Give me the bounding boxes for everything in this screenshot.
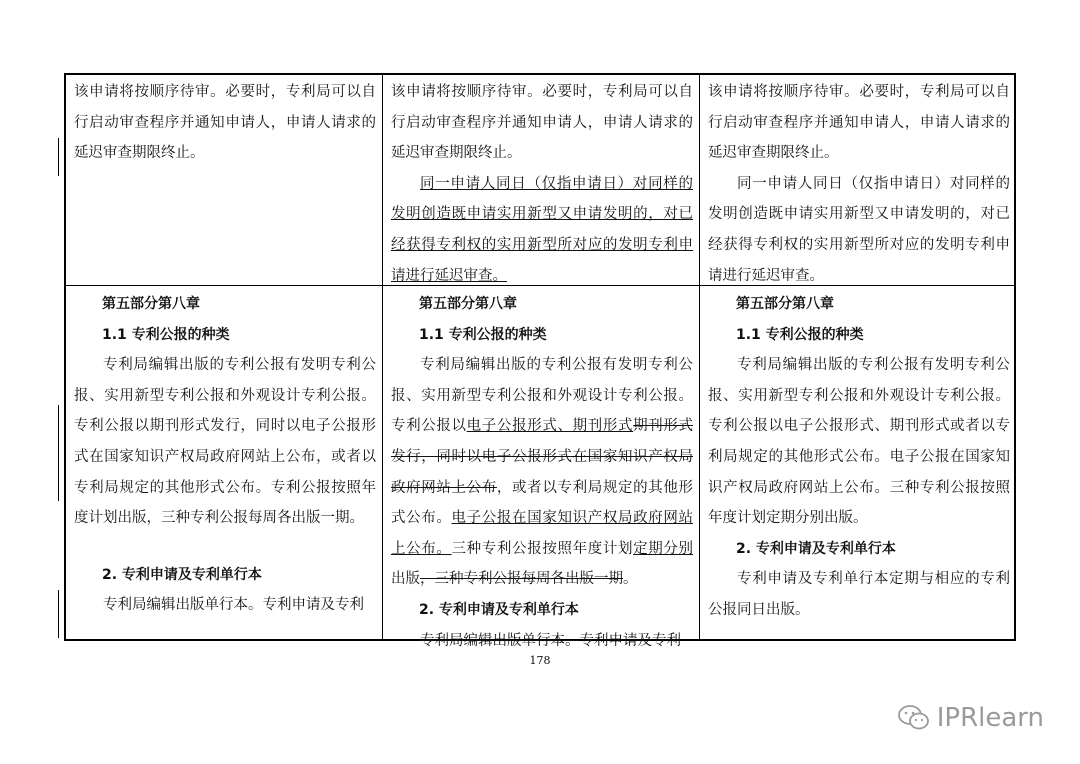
- inserted-text: 定期分别: [633, 540, 694, 557]
- paragraph: [391, 169, 693, 291]
- text-segment: 专利申请及专利单行本定期与相应的专利公报同日出版。: [708, 571, 1010, 618]
- table-cell-row1-original: [66, 75, 382, 285]
- table-cell-row2-amended: [700, 287, 1016, 639]
- section-heading: 1.1 专利公报的种类: [102, 326, 230, 343]
- wechat-icon: [897, 704, 931, 732]
- paragraph: [391, 350, 693, 595]
- table-cell-row1-revision: [383, 75, 699, 285]
- text-segment: 同一申请人同日（仅指申请日）对同样的发明创造既申请实用新型又申请发明的，对已经获得专利权的实用新型所对应的发明专利申请进行延迟审查。: [708, 175, 1010, 284]
- revision-bar: [58, 138, 59, 176]
- text-segment: 专利局编辑出版的专利公报有发明专利公报、实用新型专利公报和外观设计专利公报。专利公报以期刊形式发行，同时以电子公报形式在国家知识产权局政府网站上公布，或者以专利局规定的其他形式公布。专利公报按照年度计划出版，三种专利公报每周各出版一期。: [74, 357, 376, 527]
- paragraph: [74, 590, 376, 621]
- text-segment: 出版: [391, 571, 420, 588]
- table-cell-row1-amended: [700, 75, 1016, 285]
- table-cell-row2-revision: [383, 287, 699, 649]
- text-segment: 该申请将按顺序待审。必要时，专利局可以自行启动审查程序并通知申请人，申请人请求的延迟审查期限终止。: [391, 84, 693, 162]
- paragraph: [391, 77, 693, 169]
- deleted-text: ，三种专利公报每周各出版一期: [420, 571, 623, 588]
- text-segment: 专利局编辑出版单行本。专利申请及专利: [103, 597, 364, 614]
- paragraph: [708, 169, 1010, 291]
- deleted-text: 期刊形式发行，同时以电子公报形式在国家知识产权局政府网站上公布: [391, 418, 694, 496]
- section-heading: 第五部分第八章: [102, 296, 200, 312]
- text-segment: 。: [623, 571, 638, 588]
- inserted-text: 同一申请人同日（仅指申请日）对同样的发明创造既申请实用新型又申请发明的，对已经获得专利权的实用新型所对应的发明专利申请进行延迟审查。: [391, 175, 693, 284]
- text-segment: 专利局编辑出版的专利公报有发明专利公报、实用新型专利公报和外观设计专利公报。专利公报以: [391, 357, 693, 435]
- section-heading: 2. 专利申请及专利单行本: [419, 601, 579, 618]
- watermark: [897, 703, 1044, 733]
- section-heading: 2. 专利申请及专利单行本: [102, 566, 262, 583]
- section-heading: 2. 专利申请及专利单行本: [736, 540, 896, 557]
- text-segment: 专利申请及专利: [579, 632, 681, 649]
- text-segment: 该申请将按顺序待审。必要时，专利局可以自行启动审查程序并通知申请人，申请人请求的延迟审查期限终止。: [74, 84, 376, 162]
- text-segment: 专利局编辑出版的专利公报有发明专利公报、实用新型专利公报和外观设计专利公报。专利公报以电子公报形式、期刊形式或者以专利局规定的其他形式公布。电子公报在国家知识产权局政府网站上公布。三种专利公报按照年度计划定期分别出版。: [708, 357, 1010, 527]
- table-cell-row2-original: [66, 287, 382, 639]
- text-segment: ，或者以专利局规定的其他形式公布。: [391, 479, 693, 527]
- revision-bar: [58, 405, 59, 501]
- paragraph: [74, 350, 376, 534]
- comparison-table: [64, 73, 1016, 649]
- text-segment: 该申请将按顺序待审。必要时，专利局可以自行启动审查程序并通知申请人，申请人请求的延迟审查期限终止。: [708, 84, 1010, 162]
- revision-bar: [58, 590, 59, 638]
- section-heading: 1.1 专利公报的种类: [419, 326, 547, 343]
- section-heading: 第五部分第八章: [736, 296, 834, 312]
- inserted-text: 电子公报在国家知识产权局政府网站上公布。: [391, 510, 694, 557]
- inserted-text: 电子公报形式、期刊形式: [466, 418, 634, 435]
- paragraph: [391, 626, 693, 657]
- paragraph: [708, 350, 1010, 534]
- section-heading: 第五部分第八章: [419, 296, 517, 312]
- paragraph-gap: [74, 534, 376, 560]
- page-number: 178: [529, 654, 551, 667]
- paragraph: [708, 77, 1010, 169]
- watermark-text: IPRlearn: [936, 703, 1044, 733]
- deleted-text: 专利局编辑出版单行本。: [420, 632, 580, 649]
- paragraph: [708, 564, 1010, 625]
- text-segment: 三种专利公报按照年度计划: [451, 540, 634, 557]
- section-heading: 1.1 专利公报的种类: [736, 326, 864, 343]
- paragraph: [74, 77, 376, 169]
